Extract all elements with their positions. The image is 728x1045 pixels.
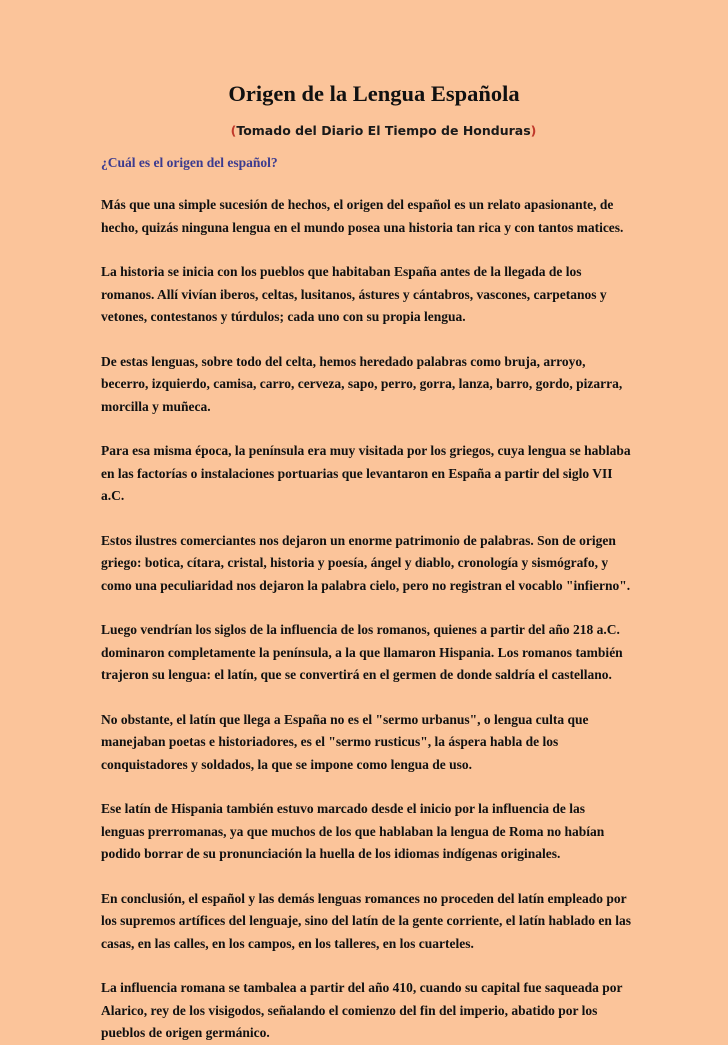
- paragraph: La historia se inicia con los pueblos que habitaban España antes de la llegada de los romanos. Allí vivían iberos, celtas, lusitanos, ástures y cántabros, vascones, carpetanos y vetones, contestanos y túrdulos; cada uno con su propia lengua.: [101, 264, 607, 324]
- spacer: [101, 172, 631, 194]
- subtitle-text: Tomado del Diario El Tiempo de Honduras: [236, 123, 531, 138]
- spacer: [101, 329, 631, 351]
- spacer: [101, 239, 631, 261]
- paragraph: La influencia romana se tambalea a partir del año 410, cuando su capital fue saqueada por Alarico, rey de los visigodos, señalando el comienzo del fin del imperio, abatido por los pueblos de origen germánico.: [101, 980, 623, 1040]
- subtitle-open-paren: (: [230, 123, 237, 138]
- spacer: [101, 687, 631, 709]
- spacer: [101, 955, 631, 977]
- section-question: ¿Cuál es el origen del español?: [101, 155, 278, 170]
- subtitle-close-paren: ): [530, 123, 537, 138]
- paragraph: Más que una simple sucesión de hechos, el origen del español es un relato apasionante, de hecho, quizás ninguna lengua en el mundo posea una historia tan rica y con tantos matices.: [101, 197, 624, 235]
- paragraph: De estas lenguas, sobre todo del celta, hemos heredado palabras como bruja, arroyo, becerro, izquierdo, camisa, carro, cerveza, sapo, perro, gorra, lanza, barro, gordo, pizarra, morcilla y muñeca.: [101, 353, 623, 414]
- spacer: [101, 866, 631, 888]
- paragraph: En conclusión, el español y las demás lenguas romances no proceden del latín empleado por los supremos artífices del lenguaje, sino del latín de la gente corriente, el latín hablado en las casas, en las calles, en los campos, en los talleres, en los cuarteles.: [101, 890, 631, 951]
- spacer: [101, 776, 631, 798]
- document-subtitle: [101, 122, 631, 140]
- paragraph: Estos ilustres comerciantes nos dejaron un enorme patrimonio de palabras. Son de origen griego: botica, cítara, cristal, historia y poesía, ángel y diablo, cronología y sismógrafo, y como una peculiaridad nos dejaron la palabra cielo, pero no registran el vocablo "infierno".: [101, 532, 631, 593]
- spacer: [101, 597, 631, 619]
- document-page: [101, 80, 631, 1045]
- document-title: Origen de la Lengua Española: [228, 81, 520, 106]
- paragraph: Luego vendrían los siglos de la influencia de los romanos, quienes a partir del año 218 a.C. dominaron completamente la península, a la que llamaron Hispania. Los romanos también trajeron su lengua: el latín, que se convertirá en el germen de donde saldría el castellano.: [101, 622, 623, 682]
- spacer: [101, 508, 631, 530]
- paragraph: Para esa misma época, la península era muy visitada por los griegos, cuya lengua se hablaba en las factorías o instalaciones portuarias que levantaron en España a partir del siglo VII a.C.: [101, 443, 631, 503]
- spacer: [101, 418, 631, 440]
- paragraph: Ese latín de Hispania también estuvo marcado desde el inicio por la influencia de las lenguas prerromanas, ya que muchos de los que hablaban la lengua de Roma no habían podido borrar de su pronunciación la huella de los idiomas indígenas originales.: [101, 801, 605, 861]
- paragraph: No obstante, el latín que llega a España no es el "sermo urbanus", o lengua culta que manejaban poetas e historiadores, es el "sermo rusticus", la áspera habla de los conquistadores y soldados, la que se impone como lengua de uso.: [101, 711, 589, 772]
